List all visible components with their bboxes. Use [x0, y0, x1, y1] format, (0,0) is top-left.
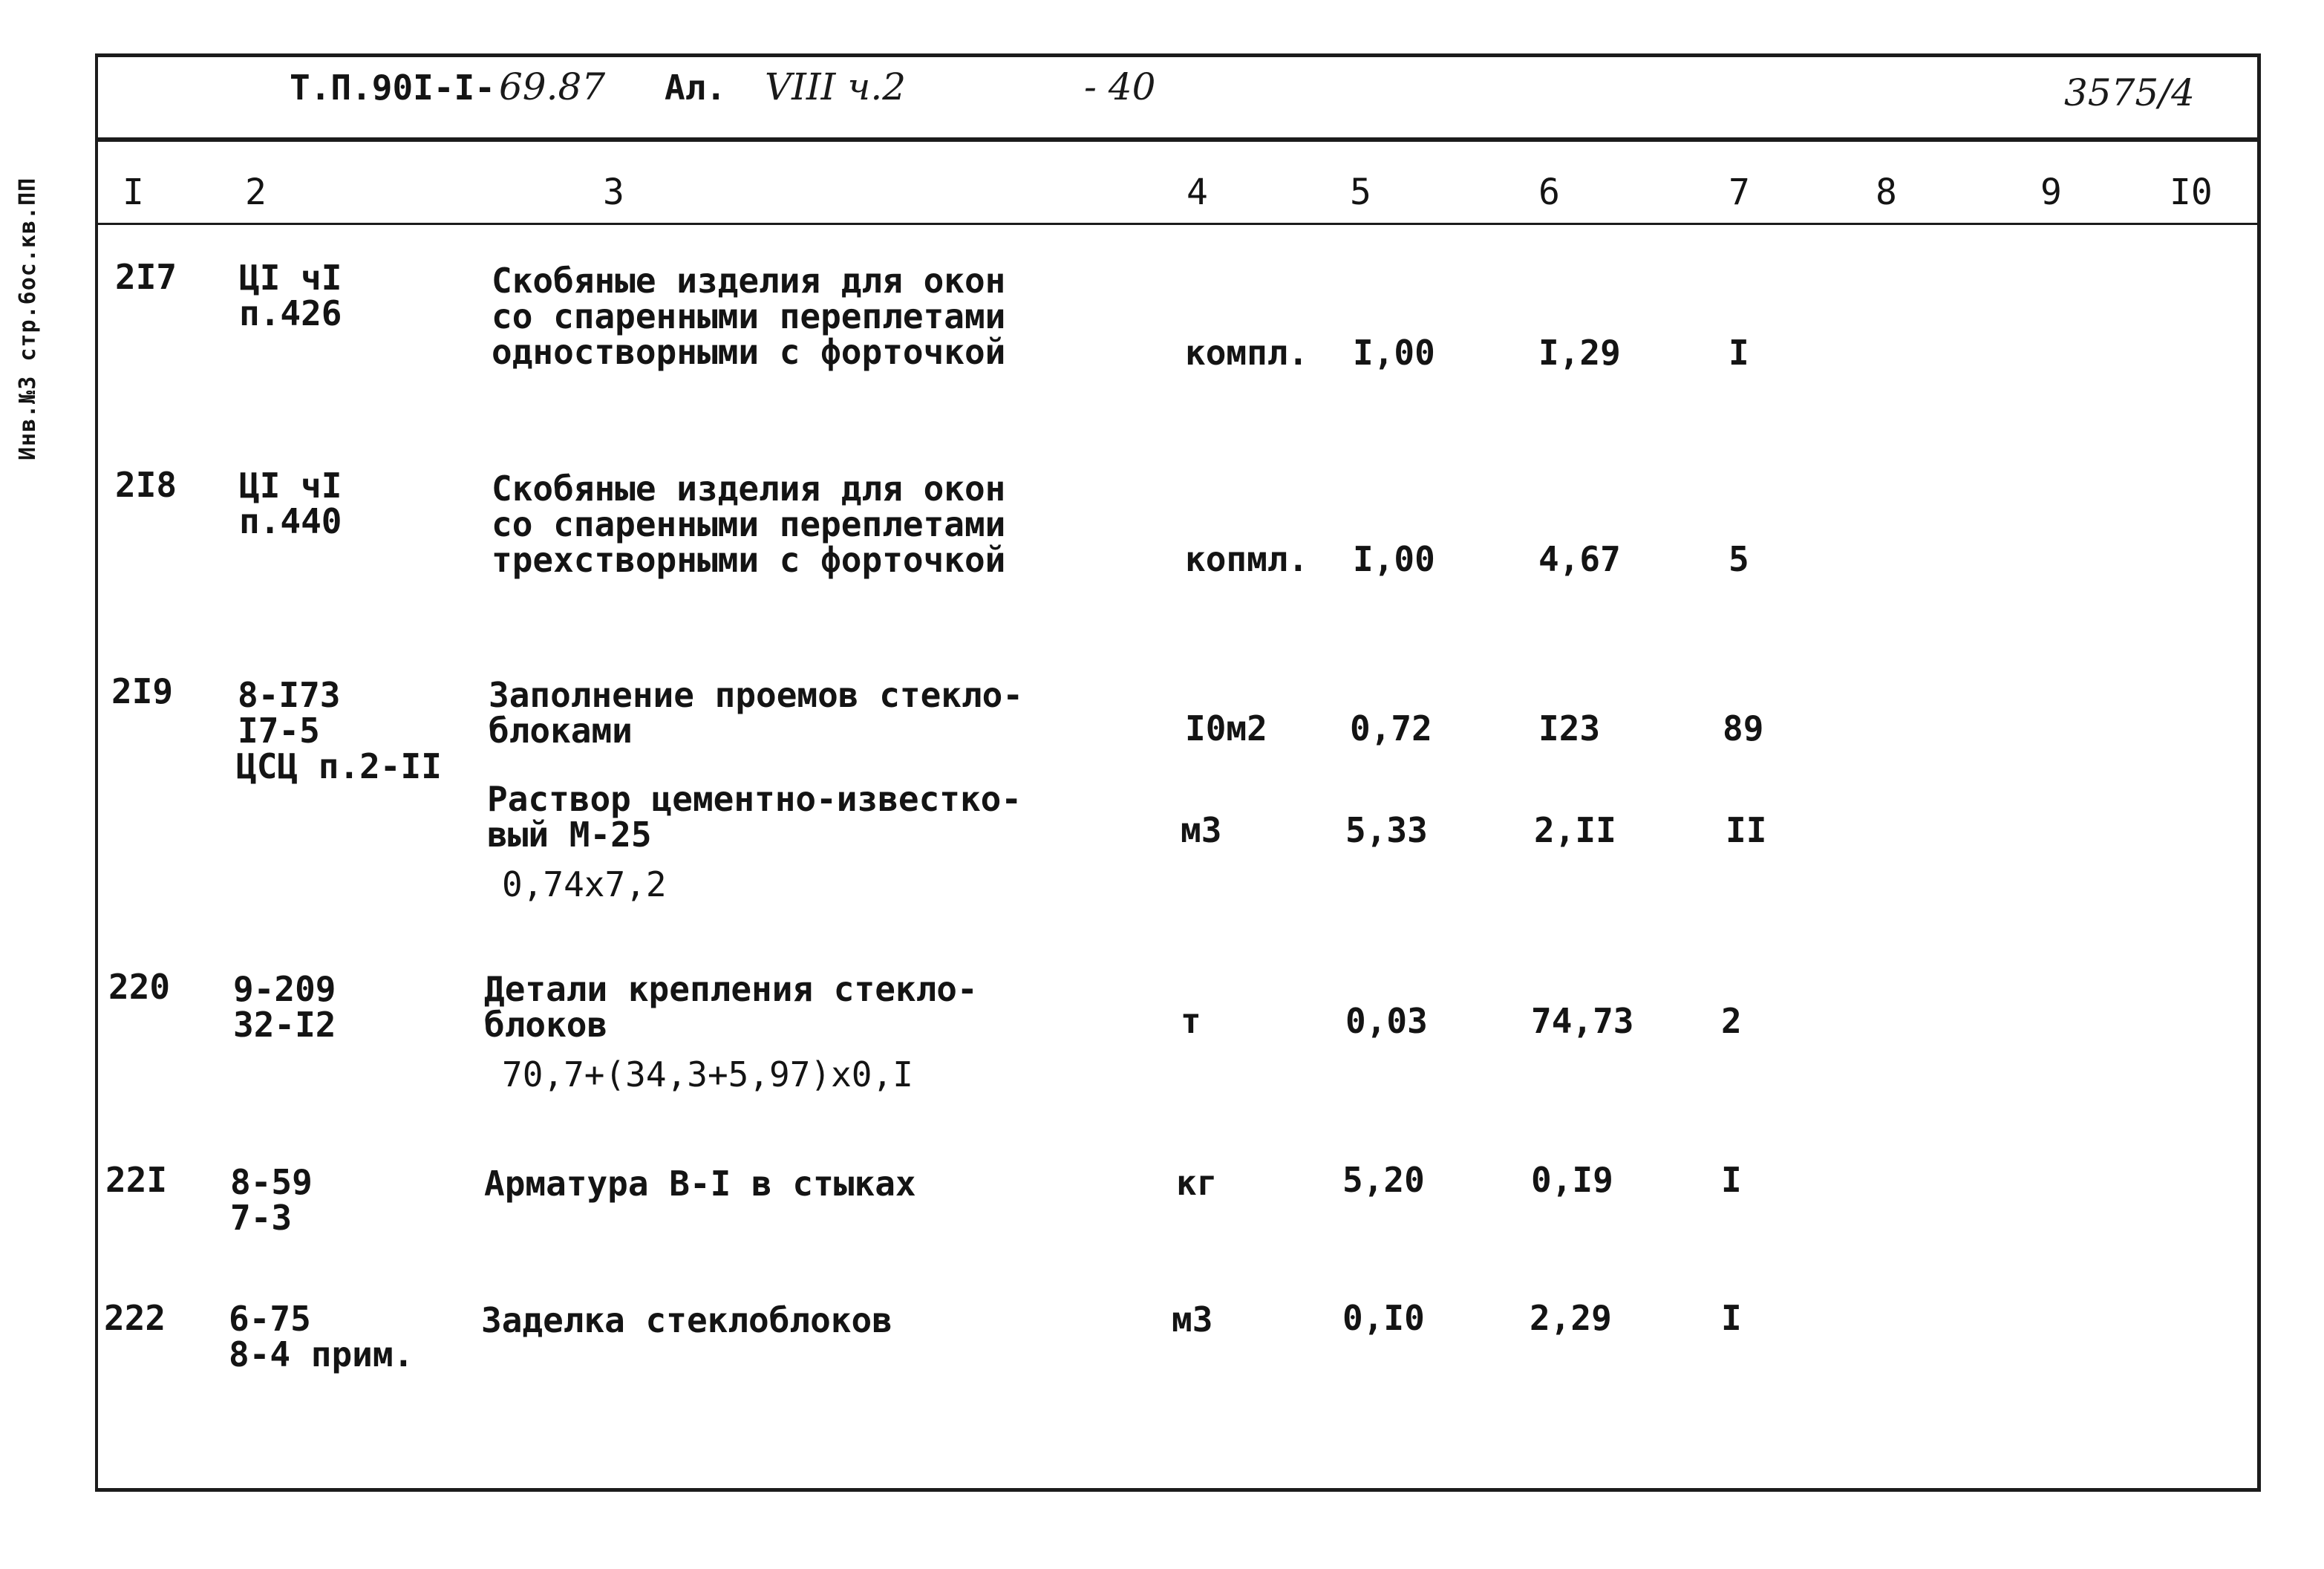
unit-price-cell: 4,67 — [1538, 539, 1621, 579]
rate-code-line: 7-3 — [230, 1198, 293, 1238]
row-number: 2I9 — [111, 671, 174, 711]
description-line: Детали крепления стекло- — [484, 969, 978, 1009]
column-number: 4 — [1187, 172, 1208, 213]
column-number: 2 — [245, 172, 267, 213]
description-line: вый М-25 — [487, 815, 652, 855]
description-line: блоков — [484, 1005, 608, 1045]
quantity-cell: 5,33 — [1345, 810, 1428, 850]
unit-price-cell: 2,II — [1534, 810, 1616, 850]
total-cost-cell: 2 — [1721, 1001, 1742, 1041]
rate-code-line: 8-4 прим. — [229, 1334, 414, 1374]
total-cost-cell: 5 — [1729, 539, 1749, 579]
description-line: трехстворными с форточкой — [492, 540, 1006, 580]
column-number: 5 — [1350, 172, 1371, 213]
column-number: 6 — [1538, 172, 1560, 213]
rate-code-line: п.440 — [239, 501, 342, 541]
doc-code: Т.П.90I-I- — [290, 68, 495, 108]
description-line: Заполнение проемов стекло- — [489, 675, 1024, 715]
row-number: 2I8 — [115, 465, 177, 505]
description-line: со спаренными переплетами — [492, 296, 1006, 336]
rate-code-line: I7-5 — [238, 711, 320, 751]
row-number: 22I — [105, 1160, 168, 1200]
rate-code-line: п.426 — [239, 293, 342, 333]
quantity-cell: I,00 — [1353, 539, 1435, 579]
header-divider — [95, 137, 2261, 142]
description-line: Скобяные изделия для окон — [492, 469, 1006, 509]
unit-price-cell: 74,73 — [1531, 1001, 1634, 1041]
description-line: блоками — [489, 711, 633, 751]
formula-line: 0,74х7,2 — [502, 864, 667, 904]
album-number-handwritten: VIII ч.2 — [765, 65, 907, 108]
rate-code-line: 8-I73 — [238, 675, 341, 715]
column-number: 7 — [1729, 172, 1750, 213]
unit-cell: копмл. — [1185, 539, 1309, 579]
total-cost-cell: I — [1721, 1298, 1742, 1338]
album-label: Ал. — [665, 68, 727, 108]
rate-code-line: 32-I2 — [233, 1005, 336, 1045]
column-header-divider — [95, 223, 2261, 225]
row-number: 220 — [108, 967, 171, 1007]
total-cost-cell: II — [1726, 810, 1767, 850]
inventory-number-handwritten: 3575/4 — [2064, 71, 2195, 114]
quantity-cell: I,00 — [1353, 333, 1435, 373]
description-line: со спаренными переплетами — [492, 504, 1006, 544]
quantity-cell: 0,I0 — [1342, 1298, 1425, 1338]
unit-cell: м3 — [1172, 1299, 1213, 1340]
total-cost-cell: 89 — [1723, 708, 1764, 748]
unit-cell: I0м2 — [1185, 708, 1267, 748]
rate-code-line: 6-75 — [229, 1299, 311, 1339]
quantity-cell: 5,20 — [1342, 1160, 1425, 1200]
column-number: 3 — [603, 172, 624, 213]
row-number: 222 — [104, 1298, 166, 1338]
unit-cell: компл. — [1185, 333, 1309, 373]
formula-line: 70,7+(34,3+5,97)х0,I — [502, 1054, 913, 1095]
quantity-cell: 0,03 — [1345, 1001, 1428, 1041]
column-number: 9 — [2040, 172, 2062, 213]
doc-code-handwritten: 69.87 — [499, 65, 606, 108]
row-number: 2I7 — [115, 257, 177, 297]
rate-code-line: 9-209 — [233, 969, 336, 1009]
unit-price-cell: I,29 — [1538, 333, 1621, 373]
column-number: I0 — [2170, 172, 2213, 213]
sheet-number-handwritten: - 40 — [1084, 65, 1156, 108]
rate-code-line: ЦI чI — [239, 258, 342, 298]
unit-price-cell: 2,29 — [1530, 1298, 1612, 1338]
unit-cell: кг — [1176, 1163, 1218, 1203]
side-stamp: Инв.№3 стр.6ос.кв.ПП — [15, 177, 41, 460]
rate-code-line: ЦI чI — [239, 466, 342, 506]
unit-cell: т — [1181, 1001, 1201, 1041]
description-line: Скобяные изделия для окон — [492, 261, 1006, 301]
description-line: Раствор цементно-известко- — [487, 779, 1022, 819]
unit-price-cell: I23 — [1538, 708, 1601, 748]
rate-code-line: ЦСЦ п.2-II — [236, 746, 442, 786]
column-number: I — [123, 172, 144, 213]
total-cost-cell: I — [1729, 333, 1749, 373]
unit-cell: м3 — [1181, 810, 1222, 850]
total-cost-cell: I — [1721, 1160, 1742, 1200]
description-line: одностворными с форточкой — [492, 332, 1006, 372]
quantity-cell: 0,72 — [1350, 708, 1432, 748]
description-line: Заделка стеклоблоков — [481, 1300, 892, 1340]
description-line: Арматура В-I в стыках — [484, 1164, 916, 1204]
column-number: 8 — [1876, 172, 1897, 213]
rate-code-line: 8-59 — [230, 1162, 313, 1202]
unit-price-cell: 0,I9 — [1531, 1160, 1613, 1200]
